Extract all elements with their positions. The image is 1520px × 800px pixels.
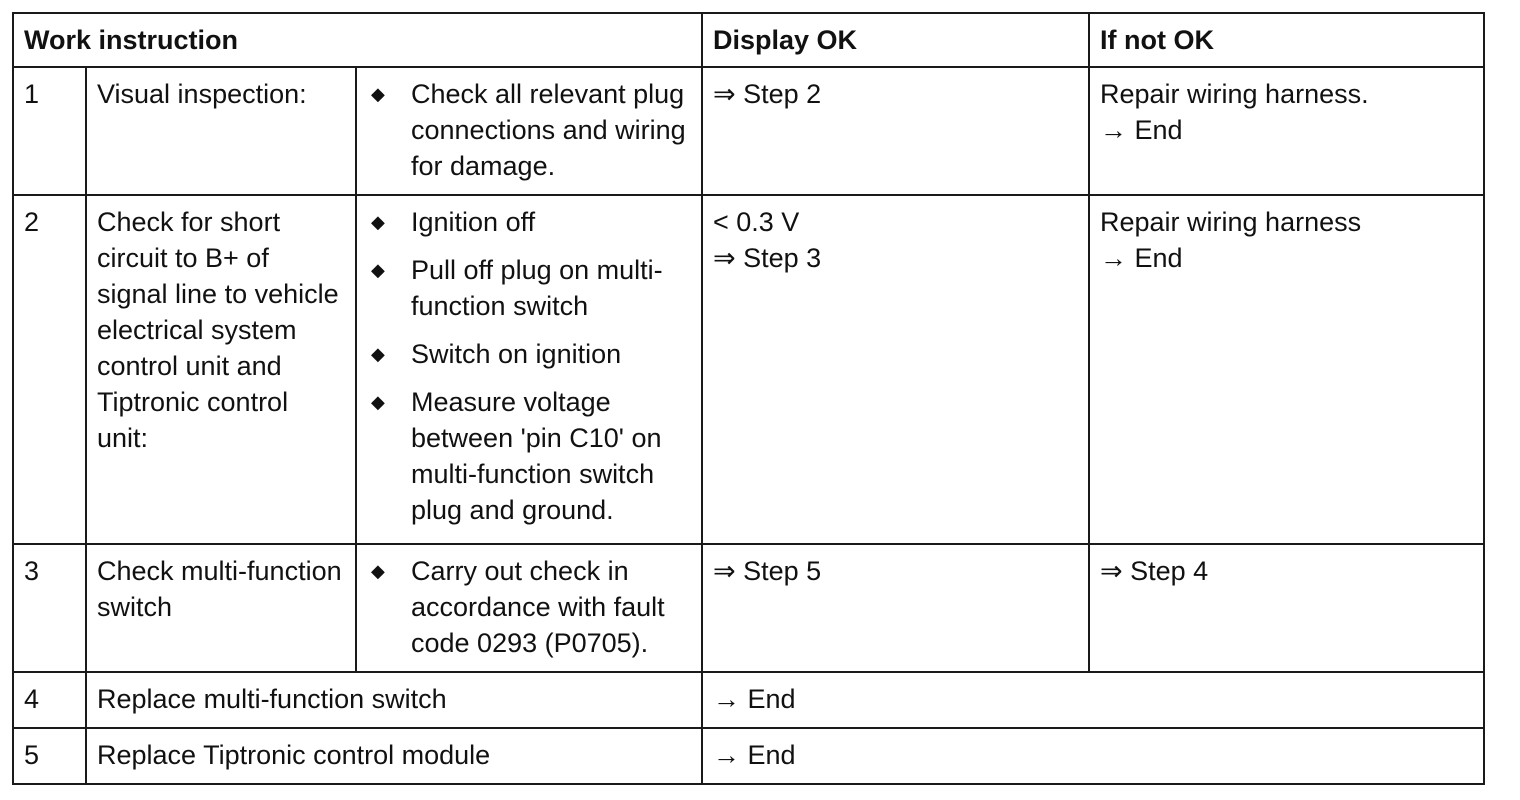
table-row: [13, 728, 1484, 784]
display-ok-text: ⇒ Step 5: [713, 556, 822, 586]
if-not-ok-text: ⇒ Step 4: [1100, 556, 1209, 586]
step-description: Check for short circuit to B+ of signal line to vehicle electrical system control unit and Tiptronic control unit:: [86, 195, 356, 544]
result-cell: → End: [702, 672, 1484, 728]
action-item: [367, 252, 691, 324]
diamond-bullet-icon: ◆: [371, 392, 385, 412]
step-actions: [356, 67, 702, 195]
display-ok-cell: [702, 67, 1089, 195]
header-if-not-ok: If not OK: [1089, 13, 1484, 67]
step-number: 4: [13, 672, 86, 728]
work-instruction-table: [12, 12, 1485, 785]
if-not-ok-cell: [1089, 67, 1484, 195]
step-number: 2: [13, 195, 86, 544]
step-number: 5: [13, 728, 86, 784]
action-text: Switch on ignition: [411, 339, 622, 369]
if-not-ok-text: Repair wiring harness: [1100, 207, 1362, 237]
action-text: Check all relevant plug connections and wiring for damage.: [411, 79, 686, 181]
action-text: Measure voltage between 'pin C10' on multi-function switch plug and ground.: [411, 387, 662, 525]
header-row: [13, 13, 1484, 67]
display-ok-text: ⇒ Step 3: [713, 243, 822, 273]
step-description: Check multi-function switch: [86, 544, 356, 672]
diamond-bullet-icon: ◆: [371, 344, 385, 364]
action-item: [367, 204, 691, 240]
action-item: [367, 384, 691, 528]
table-row: [13, 67, 1484, 195]
table-row: [13, 672, 1484, 728]
action-text: Carry out check in accordance with fault code 0293 (P0705).: [411, 556, 665, 658]
header-display-ok: Display OK: [702, 13, 1089, 67]
if-not-ok-cell: [1089, 544, 1484, 672]
display-ok-text: < 0.3 V: [713, 207, 800, 237]
action-item: [367, 336, 691, 372]
diamond-bullet-icon: ◆: [371, 561, 385, 581]
diamond-bullet-icon: ◆: [371, 260, 385, 280]
table-row: [13, 544, 1484, 672]
step-actions: [356, 544, 702, 672]
diamond-bullet-icon: ◆: [371, 84, 385, 104]
step-number: 1: [13, 67, 86, 195]
step-description: Replace multi-function switch: [86, 672, 702, 728]
step-number: 3: [13, 544, 86, 672]
if-not-ok-text: → End: [1100, 115, 1183, 145]
step-description: Replace Tiptronic control module: [86, 728, 702, 784]
step-actions: [356, 195, 702, 544]
display-ok-cell: [702, 195, 1089, 544]
display-ok-cell: [702, 544, 1089, 672]
step-description: Visual inspection:: [86, 67, 356, 195]
result-cell: → End: [702, 728, 1484, 784]
table-row: [13, 195, 1484, 544]
action-text: Pull off plug on multi-function switch: [411, 255, 663, 321]
diamond-bullet-icon: ◆: [371, 212, 385, 232]
action-text: Ignition off: [411, 207, 536, 237]
display-ok-text: ⇒ Step 2: [713, 79, 822, 109]
if-not-ok-text: → End: [1100, 243, 1183, 273]
if-not-ok-text: Repair wiring harness.: [1100, 79, 1369, 109]
action-item: [367, 76, 691, 184]
action-item: [367, 553, 691, 661]
header-work-instruction: Work instruction: [13, 13, 702, 67]
if-not-ok-cell: [1089, 195, 1484, 544]
